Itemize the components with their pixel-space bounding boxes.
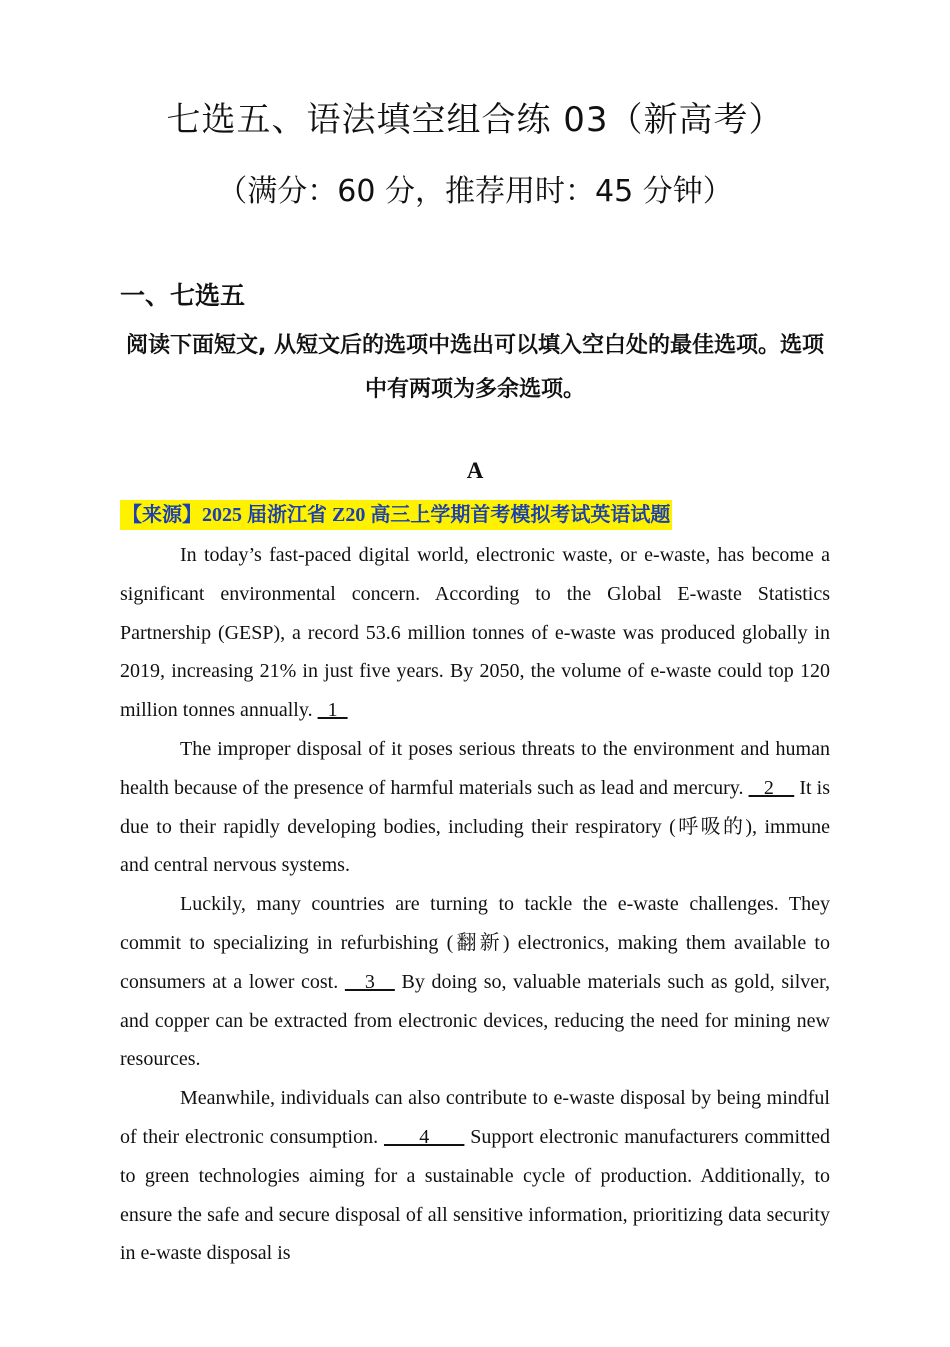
paragraph-3 [120, 885, 830, 1079]
passage-body [120, 536, 830, 1273]
paragraph-1 [120, 536, 830, 730]
page-subtitle: （满分：60 分，推荐用时：45 分钟） [217, 174, 733, 209]
paragraph-text: In today’s fast-paced digital world, electronic waste, or e-waste, has become a significant environmental concern. According to the Global E-waste Statistics Partnership (GESP), a record 53.6 million tonnes of e-waste was produced globally in 2019, increasing 21% in just five years. By 2050, the volume of e-waste could top 120 million tonnes annually. [120, 544, 830, 722]
passage-label: A [466, 458, 484, 483]
paragraph-text: By doing so, valuable materials such as gold, silver, and copper can be extracted from electronic devices, reducing the need for mining new resources. [120, 970, 830, 1071]
section-instruction: 阅读下面短文, 从短文后的选项中选出可以填入空白处的最佳选项。选项中有两项为多余选项。 [125, 333, 825, 402]
answer-blank-1: 1 [317, 699, 348, 722]
page-title: 七选五、语法填空组合练 03（新高考） [166, 100, 784, 140]
paragraph-text: The improper disposal of it poses serious threats to the environment and human health because of the presence of harmful materials such as lead and mercury. [120, 737, 830, 799]
paragraph-text: Luckily, many countries are turning to tackle the e-waste challenges. They commit to specializing in refurbishing (翻新) electronics, making them available to consumers at a lower cost. [120, 893, 830, 993]
answer-blank-2: 2 [748, 776, 795, 799]
section-heading: 一、七选五 [120, 281, 246, 310]
paragraph-text: It is due to their rapidly developing bodies, including their respiratory (呼吸的), immune and central nervous systems. [120, 776, 830, 877]
paragraph-text: Meanwhile, individuals can also contribute to e-waste disposal by being mindful of their electronic consumption. [120, 1087, 830, 1148]
passage-source: 【来源】2025 届浙江省 Z20 高三上学期首考模拟考试英语试题 [120, 500, 672, 530]
paragraph-4 [120, 1079, 830, 1273]
answer-blank-3: 3 [344, 970, 395, 993]
paragraph-text: Support electronic manufacturers committed to green technologies aiming for a sustainable cycle of production. Additionally, to ensure the safe and secure disposal of all sensitive information, prioritizing data security in e-waste disposal is [120, 1125, 831, 1265]
answer-blank-4: 4 [383, 1125, 465, 1148]
paragraph-2 [120, 730, 830, 885]
